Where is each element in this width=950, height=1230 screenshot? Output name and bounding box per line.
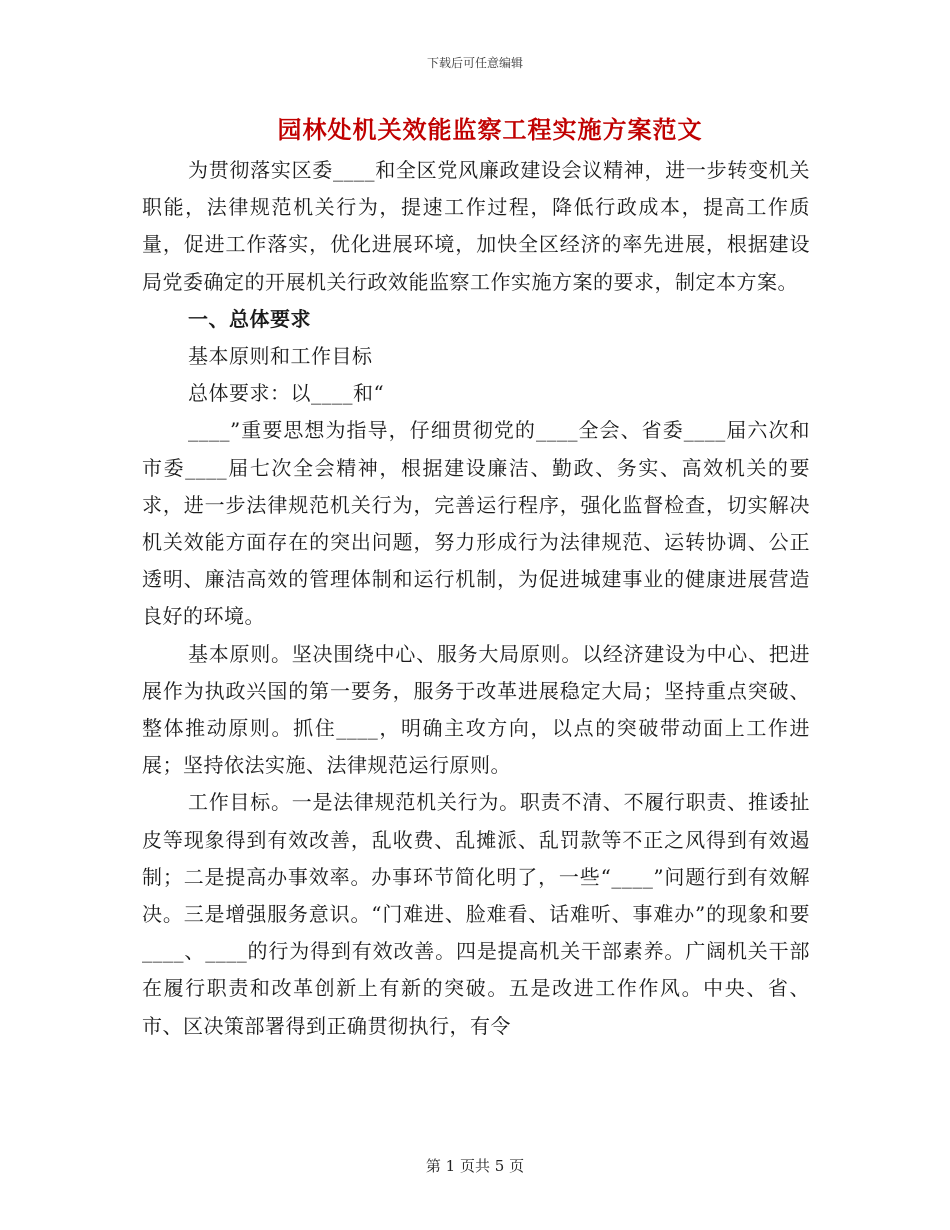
general-requirement-paragraph: ____”重要思想为指导，仔细贯彻党的____全会、省委____届六次和市委____届七次全会精神，根据建设廉洁、勤政、务实、高效机关的要求，进一步法律规范机关行为，完善运行程序，强化监督检查，切实解决机关效能方面存在的突出问题，努力形成行为法律规范、运转协调、公正透明、廉洁高效的管理体制和运行机制，为促进城建事业的健康进展营造良好的环境。 [142, 418, 810, 629]
page-footer: 第 1 页共 5 页 [425, 1157, 525, 1175]
document-title: 园林处机关效能监察工程实施方案范文 [277, 115, 703, 144]
intro-paragraph: 为贯彻落实区委____和全区党风廉政建设会议精神，进一步转变机关职能，法律规范机关行为，提速工作过程，降低行政成本，提高工作质量，促进工作落实，优化进展环境，加快全区经济的率先进展，根据建设局党委确定的开展机关行政效能监察工作实施方案的要求，制定本方案。 [142, 158, 810, 294]
document-body [142, 112, 810, 1045]
page-header: 下载后可任意编辑 [426, 56, 523, 70]
basic-principles-paragraph: 基本原则。坚决围绕中心、服务大局原则。以经济建设为中心、把进展作为执政兴国的第一要务，服务于改革进展稳定大局；坚持重点突破、整体推动原则。抓住____，明确主攻方向，以点的突破带动面上工作进展；坚持依法实施、法律规范运行原则。 [142, 641, 810, 778]
work-goals-paragraph: 工作目标。一是法律规范机关行为。职责不清、不履行职责、推诿扯皮等现象得到有效改善，乱收费、乱摊派、乱罚款等不正之风得到有效遏制；二是提高办事效率。办事环节简化明了，一些“____”问题行到有效解决。三是增强服务意识。“门难进、脸难看、话难听、事难办”的现象和要____、____的行为得到有效改善。四是提高机关干部素养。广阔机关干部在履行职责和改革创新上有新的突破。五是改进工作作风。中央、省、市、区决策部署得到正确贯彻执行，有令 [142, 790, 810, 1038]
general-requirement-lead: 总体要求：以____和“ [188, 381, 385, 406]
subheading-principles-goals: 基本原则和工作目标 [188, 344, 373, 369]
section-heading-general-requirements: 一、总体要求 [188, 306, 311, 331]
